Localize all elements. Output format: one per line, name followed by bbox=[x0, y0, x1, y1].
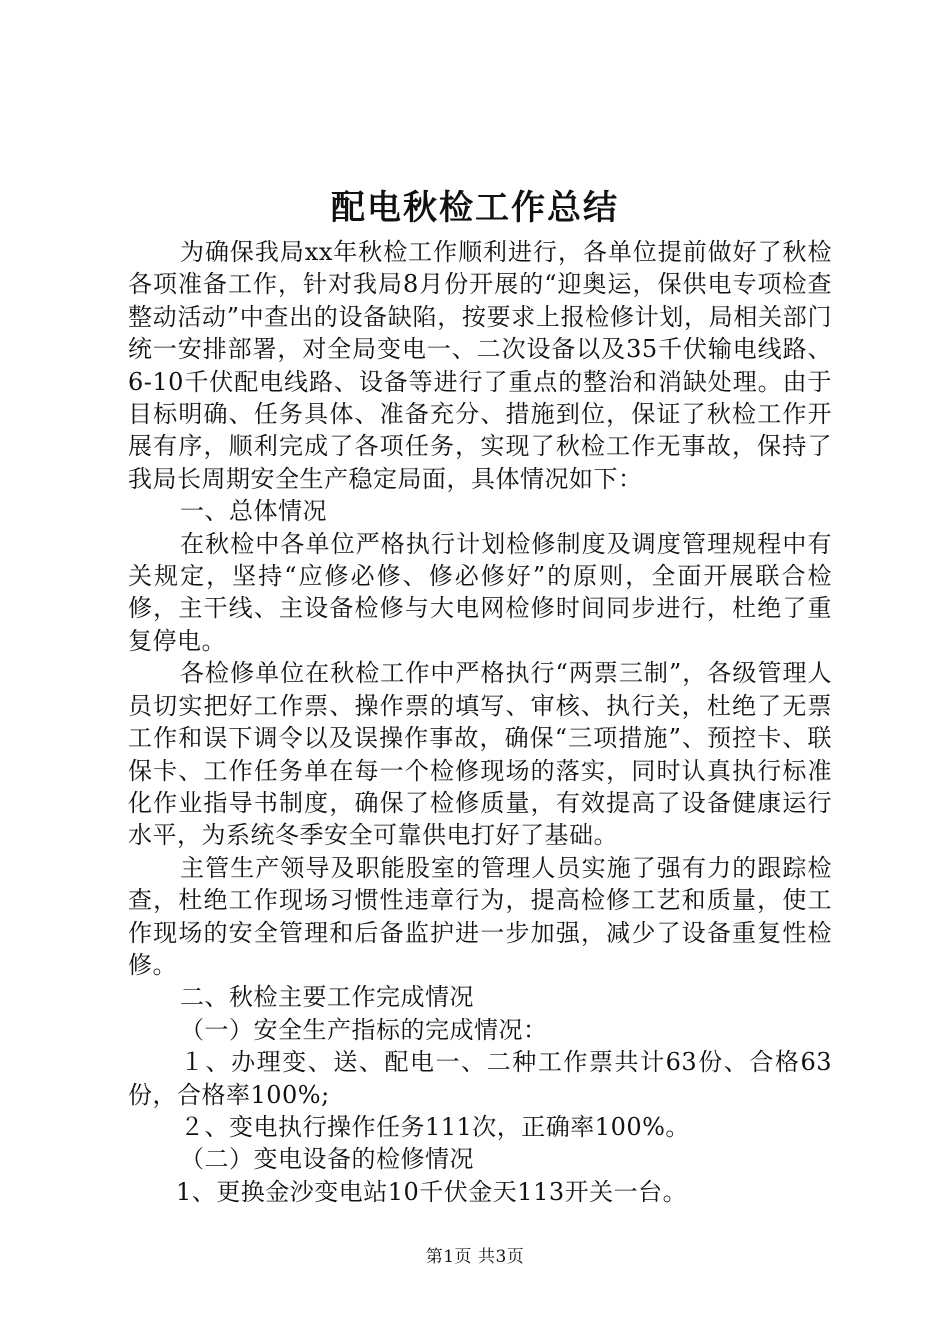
document-body bbox=[128, 236, 832, 1208]
list-item-work-tickets: １、办理变、送、配电一、二种工作票共计63份、合格63份，合格率100%; bbox=[128, 1048, 832, 1109]
subsection-heading-substation: （二）变电设备的检修情况 bbox=[180, 1145, 474, 1174]
list-item-operations: ２、变电执行操作任务111次，正确率100%。 bbox=[180, 1112, 690, 1141]
page-footer: 第1页 共3页 bbox=[425, 1247, 525, 1267]
section-heading-main-work: 二、秋检主要工作完成情况 bbox=[180, 983, 474, 1012]
document-title: 配电秋检工作总结 bbox=[331, 188, 619, 228]
section-heading-overall: 一、总体情况 bbox=[180, 497, 327, 526]
subsection-heading-safety: （一）安全生产指标的完成情况： bbox=[180, 1015, 548, 1044]
paragraph-intro: 为确保我局xx年秋检工作顺利进行，各单位提前做好了秋检各项准备工作，针对我局8月份开展的“迎奥运，保供电专项检查整动活动”中查出的设备缺陷，按要求上报检修计划，局相关部门统一安排部署，对全局变电一、二次设备以及35千伏输电线路、6-10千伏配电线路、设备等进行了重点的整治和消缺处理。由于目标明确、任务具体、准备充分、措施到位，保证了秋检工作开展有序，顺利完成了各项任务，实现了秋检工作无事故，保持了我局长周期安全生产稳定局面，具体情况如下： bbox=[128, 238, 832, 493]
paragraph-overall-2: 各检修单位在秋检工作中严格执行“两票三制”，各级管理人员切实把好工作票、操作票的填写、审核、执行关，杜绝了无票工作和误下调令以及误操作事故，确保“三项措施”、预控卡、联保卡、工作任务单在每一个检修现场的落实，同时认真执行标准化作业指导书制度，确保了检修质量，有效提高了设备健康运行水平，为系统冬季安全可靠供电打好了基础。 bbox=[128, 659, 832, 850]
paragraph-overall-3: 主管生产领导及职能股室的管理人员实施了强有力的跟踪检查，杜绝工作现场习惯性违章行为，提高检修工艺和质量，使工作现场的安全管理和后备监护进一步加强，减少了设备重复性检修。 bbox=[128, 853, 832, 979]
paragraph-overall-1: 在秋检中各单位严格执行计划检修制度及调度管理规程中有关规定，坚持“应修必修、修必修好”的原则，全面开展联合检修，主干线、主设备检修与大电网检修时间同步进行，杜绝了重复停电。 bbox=[128, 529, 832, 655]
list-item-switch-replacement: 1、更换金沙变电站10千伏金天113开关一台。 bbox=[176, 1177, 688, 1206]
